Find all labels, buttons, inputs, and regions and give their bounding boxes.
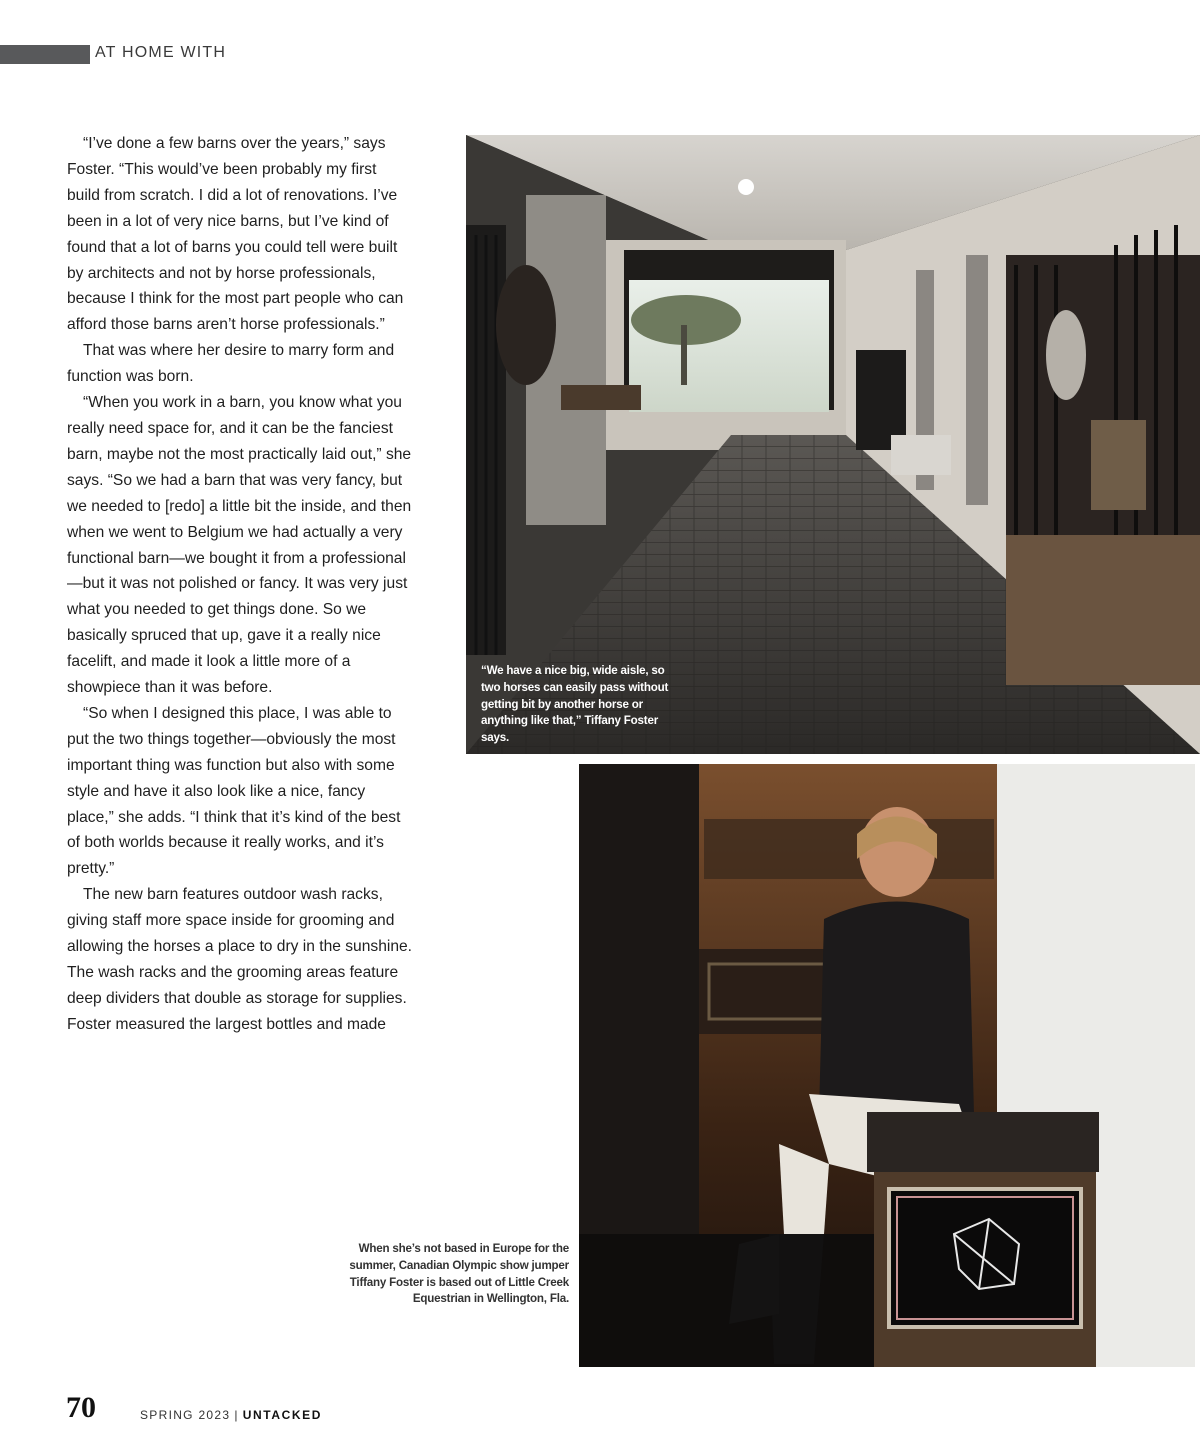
- portrait-photo-caption: When she’s not based in Europe for the summer, Canadian Olympic show jumper Tiffany Foster is based out of Little Creek Equestrian in Wellington, Fla.: [349, 1242, 569, 1306]
- footer-separator: |: [234, 1408, 239, 1422]
- article-paragraph: That was where her desire to marry form and function was born.: [67, 342, 395, 386]
- article-paragraph: “I’ve done a few barns over the years,” says Foster. “This would’ve been probably my first build from scratch. I did a lot of renovations. I’ve been in a lot of very nice barns, but I’ve kind of found that a lot of barns you could tell were built by architects and not by horse professionals, because I think for the most part people who can afford those barns aren’t horse professionals.”: [67, 135, 404, 334]
- article-paragraph: The new barn features outdoor wash racks, giving staff more space inside for grooming and allowing the horses a place to dry in the sunshine. The wash racks and the grooming areas feature deep dividers that double as storage for supplies. Foster measured the largest bottles and made: [67, 886, 413, 1033]
- issue-label: SPRING 2023: [140, 1408, 231, 1422]
- page-number: 70: [66, 1391, 96, 1424]
- article-paragraph: “So when I designed this place, I was able to put the two things together—obviously the most important thing was function but also with some style and have it also look like a nice, fancy place,” she adds. “I think that it’s kind of the best of both worlds because it really works, and it’s pretty.”: [67, 704, 401, 878]
- article-body: [67, 131, 412, 1038]
- article-paragraph: “When you work in a barn, you know what you really need space for, and it can be the fanciest barn, maybe not the most practically laid out,” she says. “So we had a barn that was very fancy, but we needed to [redo] a little bit the inside, and then when we went to Belgium we had actually a very functional barn—we bought it from a professional—but it was not polished or fancy. It was very just what you needed to get things done. So we basically spruced that up, gave it a really nice facelift, and made it look a little more of a showpiece than it was before.: [67, 394, 412, 697]
- portrait-photo: [579, 764, 1195, 1367]
- section-bar: [0, 45, 90, 64]
- aisle-photo-caption: “We have a nice big, wide aisle, so two horses can easily pass without getting bit by another horse or anything like that,” Tiffany Foster says.: [481, 664, 669, 745]
- section-label: AT HOME WITH: [95, 44, 227, 61]
- footer: [140, 1408, 322, 1422]
- magazine-name: UNTACKED: [242, 1408, 323, 1422]
- barn-aisle-photo: [466, 135, 1200, 754]
